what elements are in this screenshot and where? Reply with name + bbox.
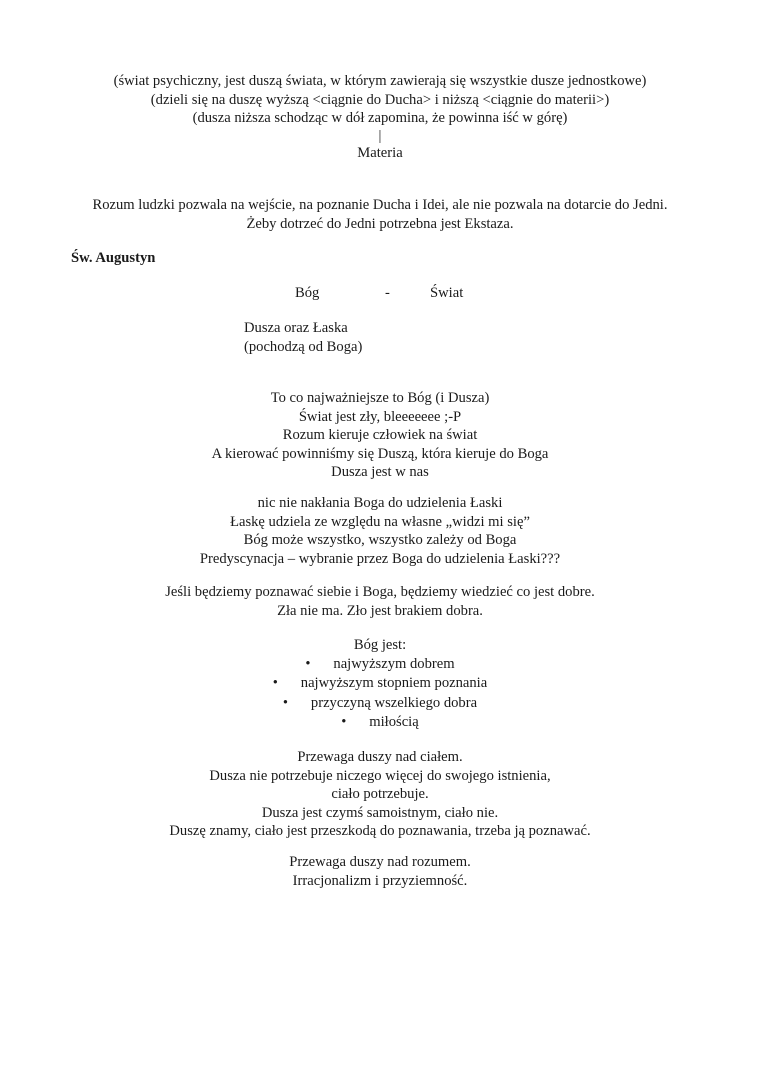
soul-grace-line: Dusza oraz Łaska bbox=[244, 320, 348, 336]
bullet-icon: • bbox=[282, 694, 289, 711]
soul-body-block bbox=[0, 748, 760, 841]
god-is-list bbox=[0, 655, 760, 733]
grace-line: Łaskę udziela ze względu na własne „widzi mi się” bbox=[230, 513, 530, 530]
soul-body-line: Dusza jest czymś samoistnym, ciało nie. bbox=[261, 804, 499, 821]
soul-reason-line: Irracjonalizm i przyziemność. bbox=[292, 872, 468, 889]
intro-block bbox=[0, 72, 760, 162]
list-item-text: najwyższym stopniem poznania bbox=[300, 675, 488, 692]
grace-line: Predyscynacja – wybranie przez Boga do udzielenia Łaski??? bbox=[199, 550, 561, 567]
bullet-icon: • bbox=[341, 714, 347, 731]
god-is-title: Bóg jest: bbox=[353, 637, 407, 653]
reason-line: Rozum ludzki pozwala na wejście, na poznanie Ducha i Idei, ale nie pozwala na dotarcie do Jedni. bbox=[92, 197, 668, 213]
section-heading: Św. Augustyn bbox=[71, 250, 156, 266]
bullet-icon: • bbox=[305, 655, 311, 672]
soul-body-line: ciało potrzebuje. bbox=[331, 786, 429, 803]
list-item-text: miłością bbox=[369, 714, 419, 731]
list-item bbox=[0, 674, 760, 694]
intro-line-materia: Materia bbox=[357, 144, 403, 161]
good-line: Jeśli będziemy poznawać siebie i Boga, będziemy wiedzieć co jest dobre. bbox=[165, 584, 595, 600]
vertical-bar-glyph: | bbox=[378, 127, 382, 144]
soul-body-line: Przewaga duszy nad ciałem. bbox=[297, 749, 463, 765]
pair-god: Bóg bbox=[295, 285, 320, 301]
soul-body-line: Dusza nie potrzebuje niczego więcej do swojego istnienia, bbox=[209, 767, 551, 784]
intro-line: (dzieli się na duszę wyższą <ciągnie do Ducha> i niższą <ciągnie do materii>) bbox=[150, 91, 610, 108]
god-is-block bbox=[0, 636, 760, 733]
soul-reason-block bbox=[0, 853, 760, 890]
bullet-icon: • bbox=[272, 675, 278, 692]
list-item-text: najwyższym dobrem bbox=[333, 655, 455, 672]
list-item bbox=[0, 713, 760, 733]
intro-line: (dusza niższa schodząc w dół zapomina, że powinna iść w górę) bbox=[192, 110, 568, 127]
list-item-text: przyczyną wszelkiego dobra bbox=[310, 694, 478, 711]
pair-separator: - bbox=[385, 285, 390, 301]
grace-block bbox=[0, 494, 760, 568]
soul-reason-line: Przewaga duszy nad rozumem. bbox=[289, 854, 471, 870]
priorities-line: To co najważniejsze to Bóg (i Dusza) bbox=[270, 390, 490, 406]
list-item bbox=[0, 655, 760, 675]
priorities-block bbox=[0, 389, 760, 482]
soul-body-line: Duszę znamy, ciało jest przeszkodą do poznawania, trzeba ją poznawać. bbox=[169, 823, 591, 840]
priorities-line: Świat jest zły, bleeeeeee ;-P bbox=[298, 408, 462, 425]
intro-line: (świat psychiczny, jest duszą świata, w którym zawierają się wszystkie dusze jednostkowe) bbox=[113, 73, 647, 89]
soul-grace-block bbox=[244, 319, 362, 356]
reason-paragraph bbox=[0, 196, 760, 233]
good-line: Zła nie ma. Zło jest brakiem dobra. bbox=[277, 602, 483, 619]
soul-grace-note: (pochodzą od Boga) bbox=[244, 338, 363, 355]
priorities-line: Dusza jest w nas bbox=[331, 464, 429, 481]
good-block bbox=[0, 583, 760, 620]
pair-world: Świat bbox=[430, 285, 464, 301]
grace-line: nic nie nakłania Boga do udzielenia Łaski bbox=[257, 495, 503, 511]
priorities-line: Rozum kieruje człowiek na świat bbox=[282, 427, 478, 444]
reason-line: Żeby dotrzeć do Jedni potrzebna jest Ekstaza. bbox=[246, 215, 514, 232]
list-item bbox=[0, 694, 760, 714]
grace-line: Bóg może wszystko, wszystko zależy od Boga bbox=[243, 532, 517, 549]
priorities-line: A kierować powinniśmy się Duszą, która kieruje do Boga bbox=[211, 445, 549, 462]
